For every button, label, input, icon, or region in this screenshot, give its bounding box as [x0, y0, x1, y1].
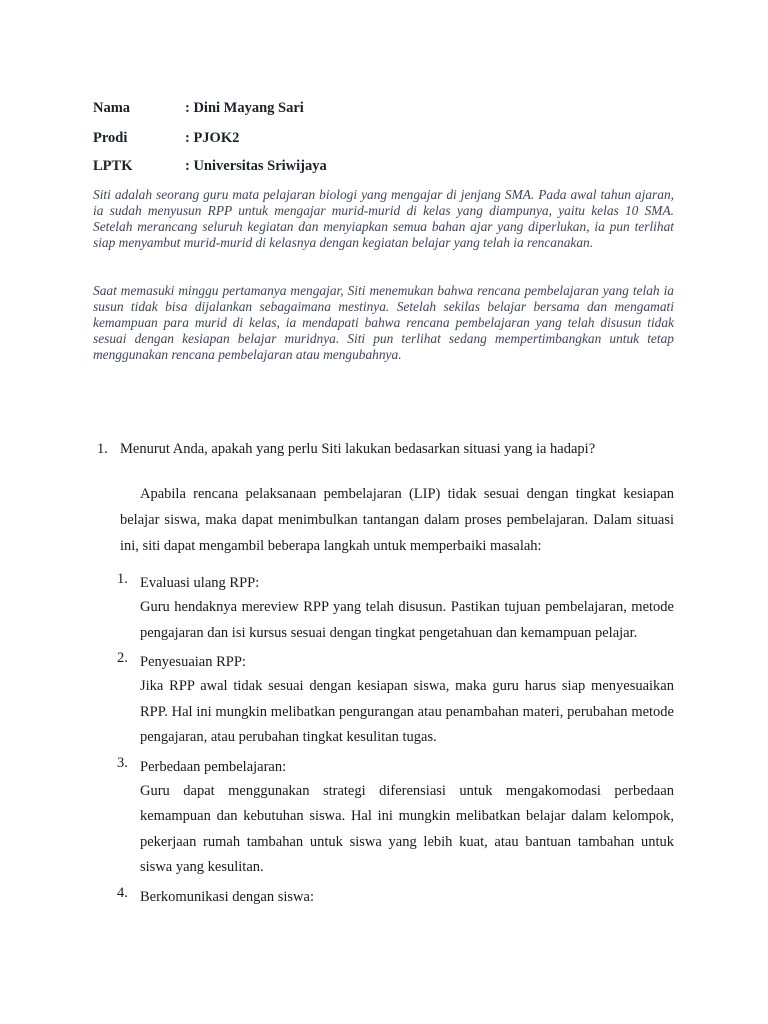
- list-item: [117, 755, 674, 881]
- list-item-title: Berkomunikasi dengan siswa:: [140, 888, 314, 905]
- header-label: Nama: [93, 100, 131, 116]
- header-value: : Dini Mayang Sari: [185, 100, 304, 116]
- list-item-number: 3.: [117, 754, 128, 771]
- list-item: [117, 650, 674, 751]
- header-value: : Universitas Sriwijaya: [185, 158, 327, 174]
- case-study-text: Saat memasuki minggu pertamanya mengajar, Siti menemukan bahwa rencana pembelajaran yang telah ia susun tidak bisa dijalankan sebagaimana mestinya. Setelah sekilas belajar bersama dan mengamati kemampuan para murid di kelas, ia mendapati bahwa rencana pembelajaran yang telah disusun tidak sesuai dengan kesiapan belajar muridnya. Siti pun terlihat sedang mempertimbangkan untuk tetap menggunakan rencana pembelajaran atau mengubahnya.: [93, 283, 674, 362]
- header-nama: [93, 100, 304, 117]
- list-item-body: Jika RPP awal tidak sesuai dengan kesiapan siswa, maka guru harus siap menyesuaikan RPP. Hal ini mungkin melibatkan pengurangan atau penambahan materi, perubahan metode pengajaran, atau perubahan tingkat kesulitan tugas.: [140, 678, 674, 745]
- case-study-paragraph-1: [93, 187, 674, 251]
- question-number: 1.: [97, 441, 108, 457]
- answer-intro: [120, 481, 674, 559]
- list-item-number: 2.: [117, 650, 128, 666]
- case-study-paragraph-2: [93, 283, 674, 363]
- question-text: Menurut Anda, apakah yang perlu Siti lakukan bedasarkan situasi yang ia hadapi?: [120, 441, 596, 457]
- case-study-text: Siti adalah seorang guru mata pelajaran biologi yang mengajar di jenjang SMA. Pada awal tahun ajaran, ia sudah menyusun RPP untuk mengajar murid-murid di kelas yang diampunya, yaitu kelas 10 SMA. Setelah merancang seluruh kegiatan dan menyiapkan semua bahan ajar yang diperlukan, ia pun terlihat siap menyambut murid-murid di kelasnya dengan kegiatan belajar yang telah ia rencanakan.: [93, 187, 674, 250]
- list-item-title: Penyesuaian RPP:: [140, 654, 246, 670]
- list-item-number: 4.: [117, 884, 128, 901]
- list-item-title: Perbedaan pembelajaran:: [140, 758, 287, 775]
- header-label: LPTK: [93, 158, 133, 174]
- question-1: [97, 441, 595, 458]
- list-item: [117, 571, 674, 646]
- header-prodi: [93, 130, 239, 147]
- list-item-body: Guru dapat menggunakan strategi diferensiasi untuk mengakomodasi perbedaan kemampuan dan kebutuhan siswa. Hal ini mungkin melibatkan belajar dalam kelompok, pekerjaan rumah tambahan untuk siswa yang lebih kuat, atau bantuan tambahan untuk siswa yang kesulitan.: [140, 782, 674, 875]
- header-label: Prodi: [93, 130, 128, 146]
- list-item-body: Guru hendaknya mereview RPP yang telah disusun. Pastikan tujuan pembelajaran, metode pengajaran dan isi kursus sesuai dengan tingkat pengetahuan dan kemampuan pelajar.: [140, 599, 674, 641]
- header-lptk: [93, 158, 327, 175]
- list-item-title: Evaluasi ulang RPP:: [140, 575, 260, 591]
- list-item: [117, 885, 674, 909]
- answer-list: [117, 571, 674, 909]
- header-value: : PJOK2: [185, 130, 240, 146]
- answer-intro-text: Apabila rencana pelaksanaan pembelajaran (LIP) tidak sesuai dengan tingkat kesiapan belajar siswa, maka dapat menimbulkan tantangan dalam proses pembelajaran. Dalam situasi ini, siti dapat mengambil beberapa langkah untuk memperbaiki masalah:: [120, 486, 674, 554]
- list-item-number: 1.: [117, 571, 128, 587]
